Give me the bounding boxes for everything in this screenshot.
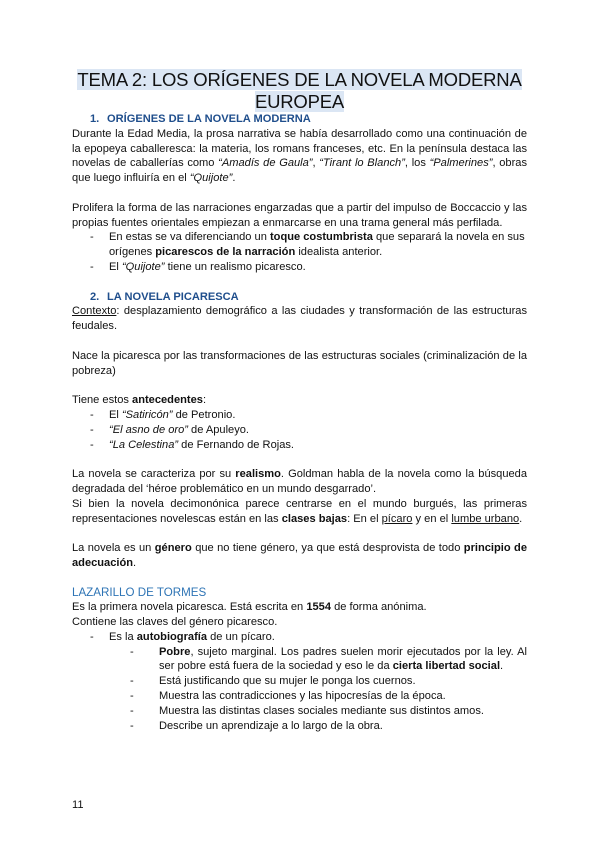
list-item — [72, 230, 527, 260]
bold-text: antecedentes — [132, 394, 203, 407]
underlined-label: Contexto — [72, 305, 117, 318]
text-run: de forma anónima. — [331, 601, 427, 614]
list-item: - Muestra las contradicciones y las hipocresías de la época. — [72, 689, 527, 704]
spacer — [72, 571, 527, 586]
document-body — [72, 112, 527, 733]
paragraph-genero — [72, 541, 527, 571]
spacer — [72, 378, 527, 393]
list-item — [72, 408, 527, 423]
work-title: “Quijote” — [121, 260, 165, 273]
text-run: de Petronio. — [172, 408, 236, 421]
text-run: Durante la Edad Media, la prosa narrativa se había desarrollado como una continuación de la epopeya caballeresca: la materia, los romans franceses, etc. En la península destaca las novelas de caballerías como — [72, 127, 527, 170]
text-run: El — [109, 408, 122, 421]
work-title: “Amadís de Gaula” — [218, 157, 313, 170]
work-title: “Satiricón” — [121, 408, 173, 421]
text-run: El — [109, 260, 122, 273]
underlined-text: lumbe urbano — [451, 512, 520, 525]
paragraph-prolifera: Prolifera la forma de las narraciones engarzadas que a partir del impulso de Boccaccio y las propias fuentes orientales empiezan a enmarcarse en una trama general más perfilada. — [72, 201, 527, 229]
paragraph-nace: Nace la picaresca por las transformaciones de las estructuras sociales (criminalización de la pobreza) — [72, 349, 527, 377]
bold-text: realismo — [235, 468, 281, 481]
spacer — [72, 526, 527, 541]
bullet-list — [72, 230, 527, 274]
text-run: . — [232, 172, 236, 185]
paragraph-edad-media — [72, 127, 527, 186]
text-run: . Goldman habla de la novela como la búsqueda degradada del ‘héroe problemático en un mundo desgarrado’. — [72, 468, 528, 495]
text-run: : — [202, 394, 207, 407]
text-run: La novela se caracteriza por su — [72, 468, 236, 481]
text-run: de un pícaro. — [207, 630, 275, 643]
paragraph-realismo — [72, 467, 527, 497]
text-run: que separará la novela en sus orígenes — [109, 231, 525, 259]
spacer — [72, 452, 527, 467]
lazarillo-list — [72, 630, 527, 645]
text-run: Tiene estos — [72, 394, 133, 407]
section-title: ORÍGENES DE LA NOVELA MODERNA — [107, 113, 311, 125]
text-run: de Apuleyo. — [187, 423, 250, 436]
list-item: - Describe un aprendizaje a lo largo de la obra. — [72, 719, 527, 734]
spacer — [72, 334, 527, 349]
text-run: Es la — [109, 630, 137, 643]
text-run: , — [312, 157, 320, 170]
bold-text: autobiografía — [136, 630, 208, 643]
work-title: “Palmerines” — [429, 157, 493, 170]
list-item — [72, 630, 527, 645]
text-run: idealista anterior. — [295, 246, 383, 259]
paragraph-burgues — [72, 497, 527, 527]
text-run: La novela es un — [72, 542, 155, 555]
list-item — [72, 423, 527, 438]
text-run: : desplazamiento demográfico a las ciudades y transformación de las estructuras feudales. — [72, 305, 527, 333]
page-title: TEMA 2: LOS ORÍGENES DE LA NOVELA MODERNA EUROPEA — [77, 69, 522, 112]
text-run: de Fernando de Rojas. — [178, 438, 295, 451]
bold-text: Pobre — [159, 645, 191, 658]
paragraph-contexto — [72, 304, 527, 334]
text-run: que no tiene género, ya que está desprovista de todo — [191, 542, 464, 555]
text-run: : En el — [347, 512, 382, 525]
list-item: - Muestra las distintas clases sociales mediante sus distintos amos. — [72, 704, 527, 719]
work-title: “La Celestina” — [109, 438, 179, 451]
text-run: , obras que luego influiría en el — [72, 157, 528, 185]
subheading-lazarillo: LAZARILLO DE TORMES — [72, 585, 207, 599]
work-title: “El asno de oro” — [109, 423, 188, 436]
text-run: , sujeto marginal. Los padres suelen morir ejecutados por la ley. Al ser pobre está fuera de la sociedad y eso le da — [159, 645, 527, 673]
work-title: “Tirant lo Blanch” — [319, 157, 405, 170]
list-item — [72, 645, 527, 675]
spacer — [72, 275, 527, 290]
page-number: 11 — [72, 799, 84, 811]
text-run: . — [133, 556, 137, 569]
text-run: , los — [404, 157, 430, 170]
bold-text: 1554 — [306, 601, 331, 614]
bold-text: género — [154, 542, 192, 555]
text-run: . — [500, 660, 504, 673]
lazarillo-sublist — [72, 645, 527, 734]
section-heading-1 — [72, 112, 527, 127]
title-block — [72, 69, 527, 113]
bold-text: cierta libertad social — [392, 660, 501, 673]
text-run: . — [519, 512, 523, 525]
bold-text: picarescos de la narración — [155, 246, 296, 259]
section-heading-2 — [72, 290, 527, 305]
text-run: Es la primera novela picaresca. Está escrita en — [72, 601, 307, 614]
section-number: 1. — [90, 113, 100, 125]
section-title: LA NOVELA PICARESCA — [107, 290, 239, 303]
paragraph-lazarillo-2: Contiene las claves del género picaresco. — [72, 616, 278, 629]
text-run: tiene un realismo picaresco. — [164, 260, 306, 273]
bold-text: clases bajas — [281, 512, 348, 525]
section-number: 2. — [90, 290, 100, 303]
antecedentes-list — [72, 408, 527, 452]
spacer — [72, 186, 527, 201]
underlined-text: pícaro — [381, 512, 413, 525]
list-item — [72, 260, 527, 275]
bold-text: toque costumbrista — [269, 231, 373, 244]
text-run: Si bien la novela decimonónica parece centrarse en el mundo burgués, las primeras representaciones novelescas están en las — [72, 497, 527, 525]
bold-text: principio de adecuación — [72, 542, 528, 569]
paragraph-lazarillo-1 — [72, 600, 527, 615]
paragraph-antecedentes — [72, 393, 527, 408]
list-item — [72, 438, 527, 453]
work-title: “Quijote” — [189, 172, 233, 185]
text-run: y en el — [412, 512, 452, 525]
list-item: - Está justificando que su mujer le ponga los cuernos. — [72, 674, 527, 689]
text-run: En estas se va diferenciando un — [109, 231, 270, 244]
